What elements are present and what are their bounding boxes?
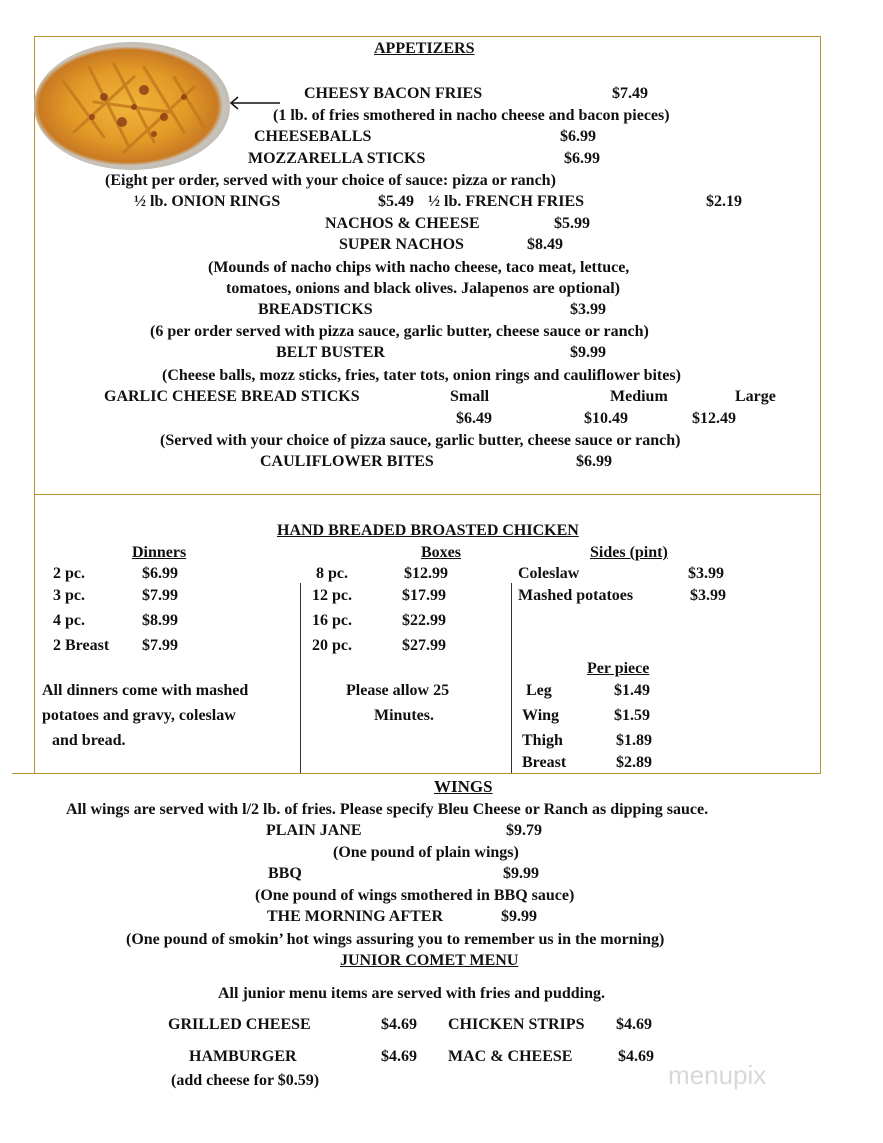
cheesy-bacon-fries-name: CHEESY BACON FRIES	[304, 85, 483, 102]
dinner-label: 3 pc.	[53, 587, 85, 604]
side-price: $3.99	[690, 587, 726, 604]
box-label: 20 pc.	[312, 637, 352, 654]
cheesy-fries-photo	[34, 42, 230, 170]
piece-price: $2.89	[616, 754, 652, 771]
french-fries-name: ½ lb. FRENCH FRIES	[428, 193, 585, 210]
nachos-cheese-name: NACHOS & CHEESE	[325, 215, 480, 232]
per-piece-heading: Per piece	[587, 660, 650, 677]
onion-rings-price: $5.49	[378, 193, 414, 210]
super-nachos-name: SUPER NACHOS	[339, 236, 464, 253]
sides-heading: Sides (pint)	[590, 544, 668, 561]
morning-after-name: THE MORNING AFTER	[267, 908, 444, 925]
chicken-strips-price: $4.69	[616, 1016, 652, 1033]
dinners-heading: Dinners	[132, 544, 187, 561]
piece-price: $1.49	[614, 682, 650, 699]
chicken-strips-name: CHICKEN STRIPS	[448, 1016, 585, 1033]
super-nachos-desc-1: (Mounds of nacho chips with nacho cheese, taco meat, lettuce,	[208, 259, 630, 276]
chicken-heading: HAND BREADED BROASTED CHICKEN	[277, 522, 579, 539]
dinner-price: $7.99	[142, 587, 178, 604]
garlic-bread-desc: (Served with your choice of pizza sauce, garlic butter, cheese sauce or ranch)	[160, 432, 681, 449]
piece-price: $1.59	[614, 707, 650, 724]
breadsticks-name: BREADSTICKS	[258, 301, 373, 318]
junior-note: All junior menu items are served with fries and pudding.	[218, 985, 605, 1002]
garlic-size-large: Large	[735, 388, 776, 405]
side-price: $3.99	[688, 565, 724, 582]
dinner-label: 2 pc.	[53, 565, 85, 582]
boxes-note-1: Please allow 25	[346, 682, 450, 699]
cheesy-bacon-fries-price: $7.49	[612, 85, 648, 102]
nachos-cheese-price: $5.99	[554, 215, 590, 232]
section-divider	[34, 494, 821, 495]
garlic-bread-name: GARLIC CHEESE BREAD STICKS	[104, 388, 360, 405]
mozzarella-sticks-price: $6.99	[564, 150, 600, 167]
french-fries-price: $2.19	[706, 193, 742, 210]
box-label: 8 pc.	[316, 565, 348, 582]
box-price: $22.99	[402, 612, 446, 629]
appetizers-heading: APPETIZERS	[374, 40, 475, 57]
piece-label: Leg	[526, 682, 552, 699]
breadsticks-desc: (6 per order served with pizza sauce, garlic butter, cheese sauce or ranch)	[150, 323, 649, 340]
mac-cheese-price: $4.69	[618, 1048, 654, 1065]
junior-heading: JUNIOR COMET MENU	[340, 952, 519, 969]
plain-jane-price: $9.79	[506, 822, 542, 839]
breadsticks-price: $3.99	[570, 301, 606, 318]
appetizers-box-top	[34, 36, 821, 37]
morning-after-price: $9.99	[501, 908, 537, 925]
dinner-label: 4 pc.	[53, 612, 85, 629]
plain-jane-name: PLAIN JANE	[266, 822, 362, 839]
bbq-wings-price: $9.99	[503, 865, 539, 882]
piece-label: Wing	[522, 707, 560, 724]
side-label: Coleslaw	[518, 565, 580, 582]
box-price: $17.99	[402, 587, 446, 604]
boxes-note-2: Minutes.	[374, 707, 434, 724]
morning-after-desc: (One pound of smokin’ hot wings assuring you to remember us in the morning)	[126, 931, 665, 948]
garlic-size-medium: Medium	[610, 388, 668, 405]
mozzarella-sticks-desc: (Eight per order, served with your choice of sauce: pizza or ranch)	[105, 172, 556, 189]
dinner-price: $8.99	[142, 612, 178, 629]
column-divider-right	[511, 583, 512, 773]
wings-heading: WINGS	[434, 777, 493, 796]
box-label: 16 pc.	[312, 612, 352, 629]
garlic-size-small: Small	[450, 388, 490, 405]
dinner-price: $6.99	[142, 565, 178, 582]
super-nachos-desc-2: tomatoes, onions and black olives. Jalapenos are optional)	[226, 280, 620, 297]
cheeseballs-name: CHEESEBALLS	[254, 128, 372, 145]
garlic-price-medium: $10.49	[584, 410, 628, 427]
piece-label: Thigh	[522, 732, 563, 749]
piece-label: Breast	[522, 754, 567, 771]
appetizers-box-left	[34, 36, 35, 774]
dinner-label: 2 Breast	[53, 637, 110, 654]
belt-buster-price: $9.99	[570, 344, 606, 361]
cheeseballs-price: $6.99	[560, 128, 596, 145]
hamburger-note: (add cheese for $0.59)	[171, 1072, 320, 1089]
garlic-price-large: $12.49	[692, 410, 736, 427]
bbq-wings-name: BBQ	[268, 865, 302, 882]
belt-buster-name: BELT BUSTER	[276, 344, 385, 361]
box-price: $27.99	[402, 637, 446, 654]
dinners-note-2: potatoes and gravy, coleslaw	[42, 707, 236, 724]
bbq-wings-desc: (One pound of wings smothered in BBQ sauce)	[255, 887, 575, 904]
garlic-price-small: $6.49	[456, 410, 492, 427]
boxes-heading: Boxes	[421, 544, 461, 561]
wings-note: All wings are served with l/2 lb. of fries. Please specify Bleu Cheese or Ranch as dipping sauce.	[66, 801, 709, 818]
column-divider-left	[300, 583, 301, 773]
dinner-price: $7.99	[142, 637, 178, 654]
cauliflower-bites-name: CAULIFLOWER BITES	[260, 453, 434, 470]
watermark: menupix	[668, 1060, 767, 1090]
dinners-note-3: and bread.	[52, 732, 126, 749]
super-nachos-price: $8.49	[527, 236, 563, 253]
side-label: Mashed potatoes	[518, 587, 634, 604]
cauliflower-bites-price: $6.99	[576, 453, 612, 470]
mac-cheese-name: MAC & CHEESE	[448, 1048, 573, 1065]
grilled-cheese-price: $4.69	[381, 1016, 417, 1033]
hamburger-price: $4.69	[381, 1048, 417, 1065]
hamburger-name: HAMBURGER	[189, 1048, 297, 1065]
piece-price: $1.89	[616, 732, 652, 749]
cheesy-bacon-fries-desc: (1 lb. of fries smothered in nacho cheese and bacon pieces)	[273, 107, 670, 124]
appetizers-box-right	[820, 36, 821, 774]
grilled-cheese-name: GRILLED CHEESE	[168, 1016, 311, 1033]
box-price: $12.99	[404, 565, 448, 582]
plain-jane-desc: (One pound of plain wings)	[333, 844, 519, 861]
belt-buster-desc: (Cheese balls, mozz sticks, fries, tater tots, onion rings and cauliflower bites)	[162, 367, 681, 384]
mozzarella-sticks-name: MOZZARELLA STICKS	[248, 150, 426, 167]
box-label: 12 pc.	[312, 587, 352, 604]
onion-rings-name: ½ lb. ONION RINGS	[134, 193, 281, 210]
dinners-note-1: All dinners come with mashed	[42, 682, 249, 699]
chicken-box-bottom	[12, 773, 821, 774]
